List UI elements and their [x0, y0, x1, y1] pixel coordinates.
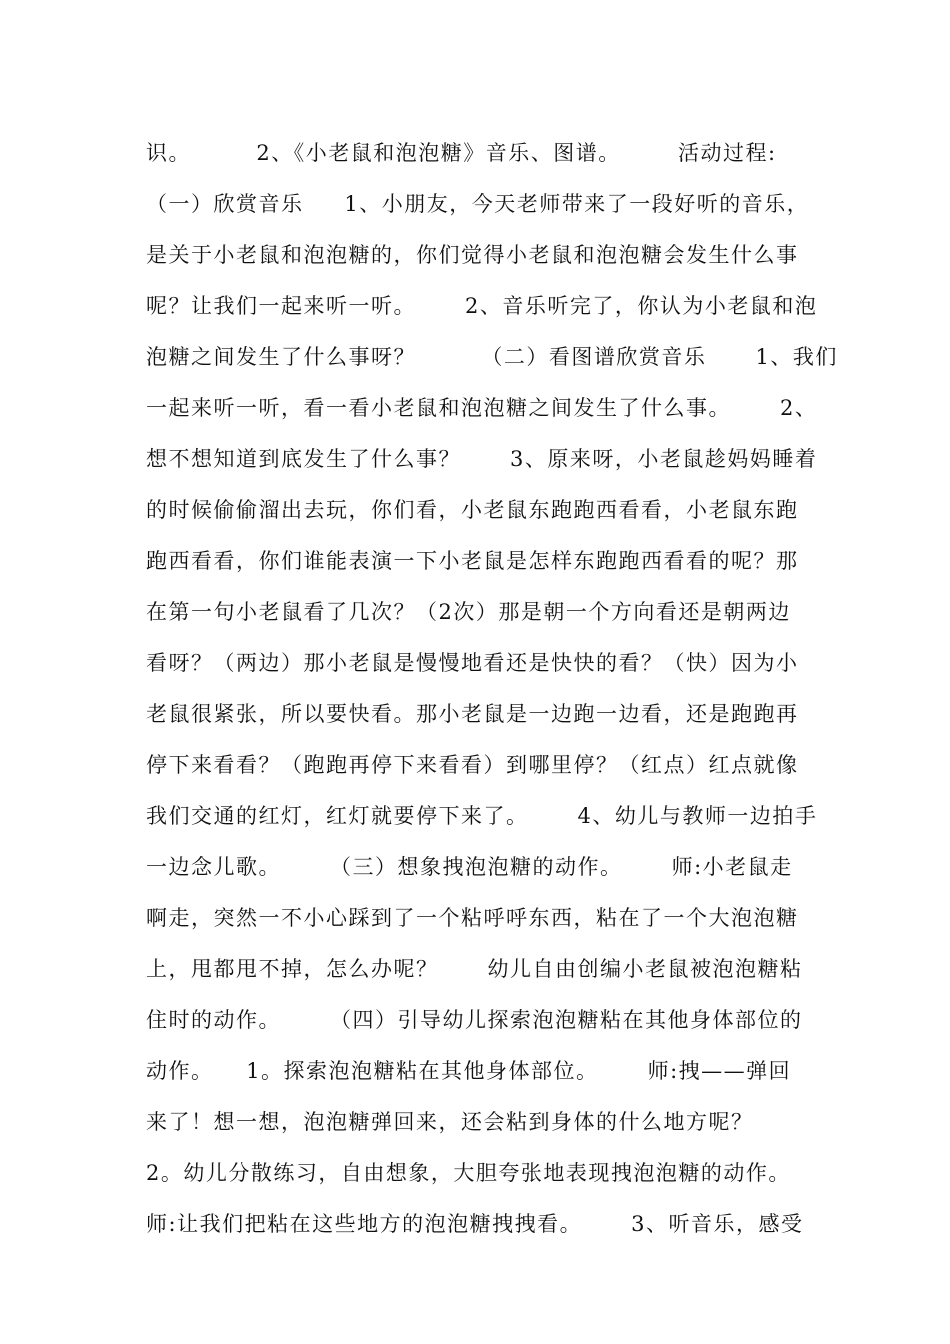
- text-line: 住时的动作。 （四）引导幼儿探索泡泡糖粘在其他身体部位的: [146, 1008, 803, 1032]
- text-line: 来了！想一想，泡泡糖弹回来，还会粘到身体的什么地方呢？: [146, 1110, 754, 1134]
- text-line: 泡糖之间发生了什么事呀？ （二）看图谱欣赏音乐 1、我们: [146, 345, 838, 369]
- text-line: 一起来听一听，看一看小老鼠和泡泡糖之间发生了什么事。 2、: [146, 396, 818, 420]
- text-line: 识。 2、《小老鼠和泡泡糖》音乐、图谱。 活动过程:: [146, 141, 777, 165]
- text-line: 看呀？（两边）那小老鼠是慢慢地看还是快快的看？（快）因为小: [146, 651, 799, 675]
- text-line: 是关于小老鼠和泡泡糖的，你们觉得小老鼠和泡泡糖会发生什么事: [146, 243, 799, 267]
- text-line: 啊走，突然一不小心踩到了一个粘呼呼东西，粘在了一个大泡泡糖: [146, 906, 799, 930]
- text-line: 上，甩都甩不掉，怎么办呢？ 幼儿自由创编小老鼠被泡泡糖粘: [146, 957, 803, 981]
- text-line: 师:让我们把粘在这些地方的泡泡糖拽拽看。 3、听音乐，感受: [146, 1212, 804, 1236]
- text-line: 动作。 1。探索泡泡糖粘在其他身体部位。 师:拽——弹回: [146, 1059, 792, 1083]
- text-line: 在第一句小老鼠看了几次？（2次）那是朝一个方向看还是朝两边: [146, 600, 791, 624]
- text-line: （一）欣赏音乐 1、小朋友，今天老师带来了一段好听的音乐，: [146, 192, 810, 216]
- text-line: 呢？让我们一起来听一听。 2、音乐听完了，你认为小老鼠和泡: [146, 294, 818, 318]
- text-line: 2。幼儿分散练习，自由想象，大胆夸张地表现拽泡泡糖的动作。: [146, 1161, 791, 1185]
- text-line: 我们交通的红灯，红灯就要停下来了。 4、幼儿与教师一边拍手: [146, 804, 818, 828]
- text-line: 停下来看看？（跑跑再停下来看看）到哪里停？（红点）红点就像: [146, 753, 799, 777]
- text-line: 跑西看看，你们谁能表演一下小老鼠是怎样东跑跑西看看的呢？那: [146, 549, 799, 573]
- document-body: [146, 128, 838, 1250]
- text-line: 想不想知道到底发生了什么事？ 3、原来呀，小老鼠趁妈妈睡着: [146, 447, 818, 471]
- text-line: 的时候偷偷溜出去玩，你们看，小老鼠东跑跑西看看，小老鼠东跑: [146, 498, 799, 522]
- text-line: 一边念儿歌。 （三）想象拽泡泡糖的动作。 师:小老鼠走: [146, 855, 793, 879]
- text-line: 老鼠很紧张，所以要快看。那小老鼠是一边跑一边看，还是跑跑再: [146, 702, 799, 726]
